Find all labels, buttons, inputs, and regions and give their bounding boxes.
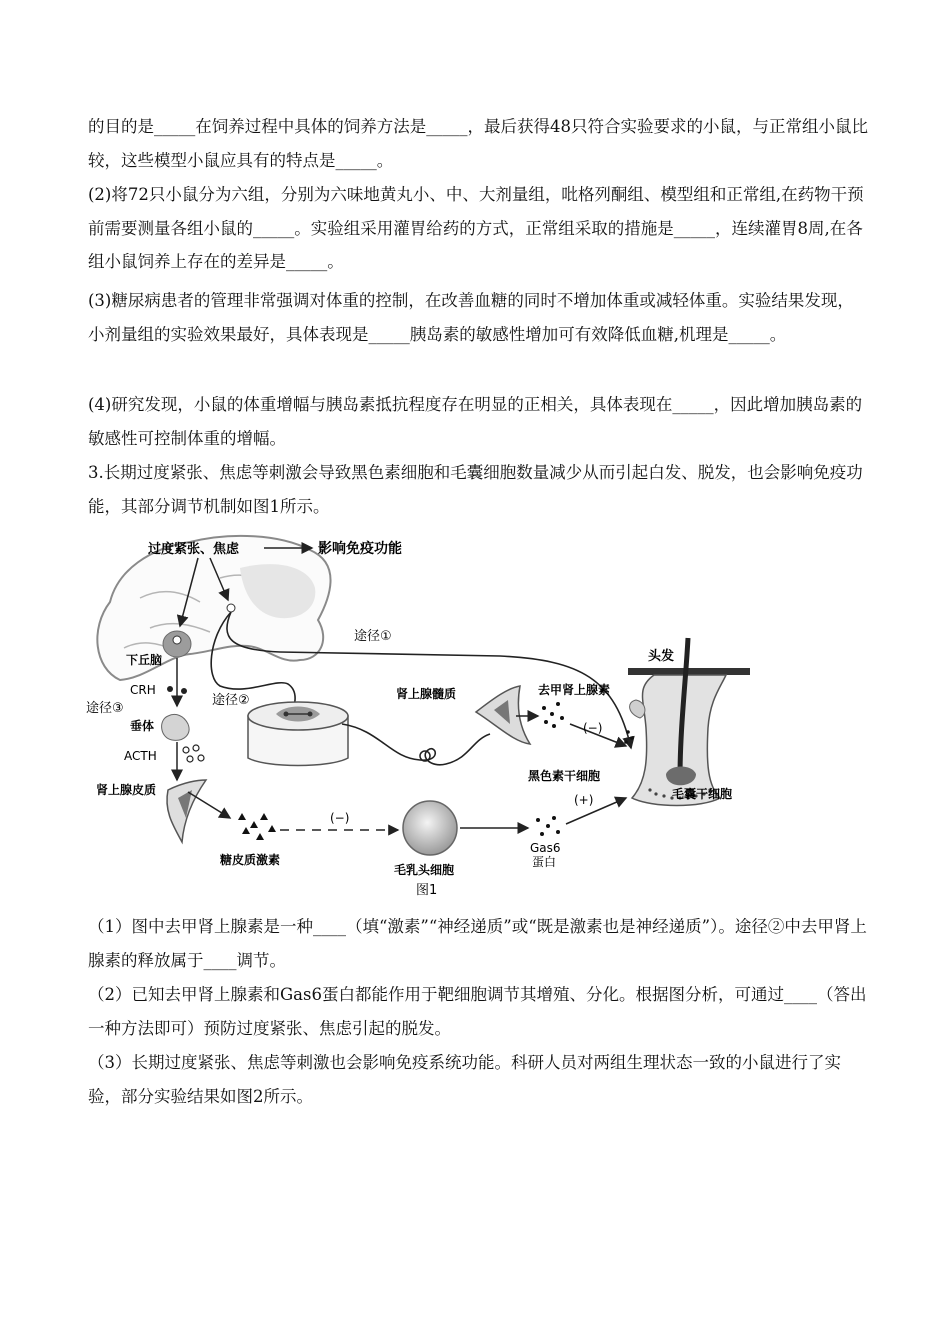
norepinephrine-dots	[542, 702, 564, 728]
dermal-papilla-cell	[403, 801, 457, 855]
label-gas6: Gas6	[530, 841, 561, 855]
paragraph-q2-part1: 的目的是_____在饲养过程中具体的饲养方法是_____，最后获得48只符合实验要求的小鼠，与正常组小鼠比较，这些模型小鼠应具有的特点是_____。	[88, 117, 868, 170]
label-norepinephrine: 去甲肾上腺素	[538, 683, 611, 697]
label-gas6-protein: 蛋白	[532, 855, 557, 869]
label-pathway-1: 途径①	[354, 629, 392, 644]
label-minus-1: (−)	[583, 721, 603, 735]
gas6-dots	[536, 816, 560, 836]
label-pathway-3: 途径③	[86, 701, 124, 716]
label-stress: 过度紧张、焦虑	[148, 542, 240, 557]
hair-follicle-icon	[628, 638, 750, 806]
question-3-stem: 3.长期过度紧张、焦虑等刺激会导致黑色素细胞和毛囊细胞数量减少从而引起白发、脱发，也会影响免疫功能，其部分调节机制如图1所示。	[88, 463, 863, 516]
question-3-2: （2）已知去甲肾上腺素和Gas6蛋白都能作用于靶细胞调节其增殖、分化。根据图分析，可通过____（答出一种方法即可）预防过度紧张、焦虑引起的脱发。	[88, 985, 867, 1038]
question-3-1: （1）图中去甲肾上腺素是一种____（填“激素”“神经递质”或“既是激素也是神经递质”）。途径②中去甲肾上腺素的释放属于____调节。	[88, 917, 867, 970]
label-pituitary: 垂体	[130, 719, 155, 733]
label-hypothalamus: 下丘脑	[126, 653, 163, 667]
question-3-3: （3）长期过度紧张、焦虑等刺激也会影响免疫系统功能。科研人员对两组生理状态一致的小鼠进行了实验，部分实验结果如图2所示。	[88, 1053, 841, 1106]
glucocorticoid-markers	[238, 813, 276, 840]
adrenal-cortex-icon	[167, 780, 206, 842]
label-pathway-2: 途径②	[212, 693, 250, 708]
label-acth: ACTH	[124, 749, 157, 763]
figure-1-diagram	[80, 528, 780, 900]
label-minus-2: (−)	[330, 811, 350, 825]
label-dermal-papilla: 毛乳头细胞	[394, 863, 455, 877]
label-hair: 头发	[648, 649, 675, 664]
label-glucocorticoid: 糖皮质激素	[220, 853, 281, 867]
label-hair-follicle-stem-cell: 毛囊干细胞	[672, 787, 733, 801]
paragraph-q2-part4: (4)研究发现，小鼠的体重增幅与胰岛素抵抗程度存在明显的正相关，具体表现在_____，因此增加胰岛素的敏感性可控制体重的增幅。	[88, 395, 863, 448]
label-plus: (+)	[574, 793, 594, 807]
label-crh: CRH	[130, 683, 156, 697]
label-melanocyte-stem-cell: 黑色素干细胞	[528, 769, 601, 783]
paragraph-q2-part3: (3)糖尿病患者的管理非常强调对体重的控制，在改善血糖的同时不增加体重或减轻体重。实验结果发现，小剂量组的实验效果最好，具体表现是_____胰岛素的敏感性增加可有效降低血糖,机理是_____。	[88, 291, 854, 344]
label-adrenal-cortex: 肾上腺皮质	[96, 783, 157, 797]
adrenal-medulla-icon	[476, 686, 530, 744]
figure-caption: 图1	[416, 883, 438, 898]
paragraph-q2-part2: (2)将72只小鼠分为六组，分别为六味地黄丸小、中、大剂量组，吡格列酮组、模型组和正常组,在药物干预前需要测量各组小鼠的_____。实验组采用灌胃给药的方式，正常组采取的措施是_____，连续灌胃8周,在各组小鼠饲养上存在的差异是_____。	[88, 185, 864, 271]
pituitary-shape	[162, 714, 189, 740]
spinal-cord-icon	[248, 702, 348, 766]
label-immune-function: 影响免疫功能	[318, 541, 402, 557]
label-adrenal-medulla: 肾上腺髓质	[396, 687, 457, 701]
